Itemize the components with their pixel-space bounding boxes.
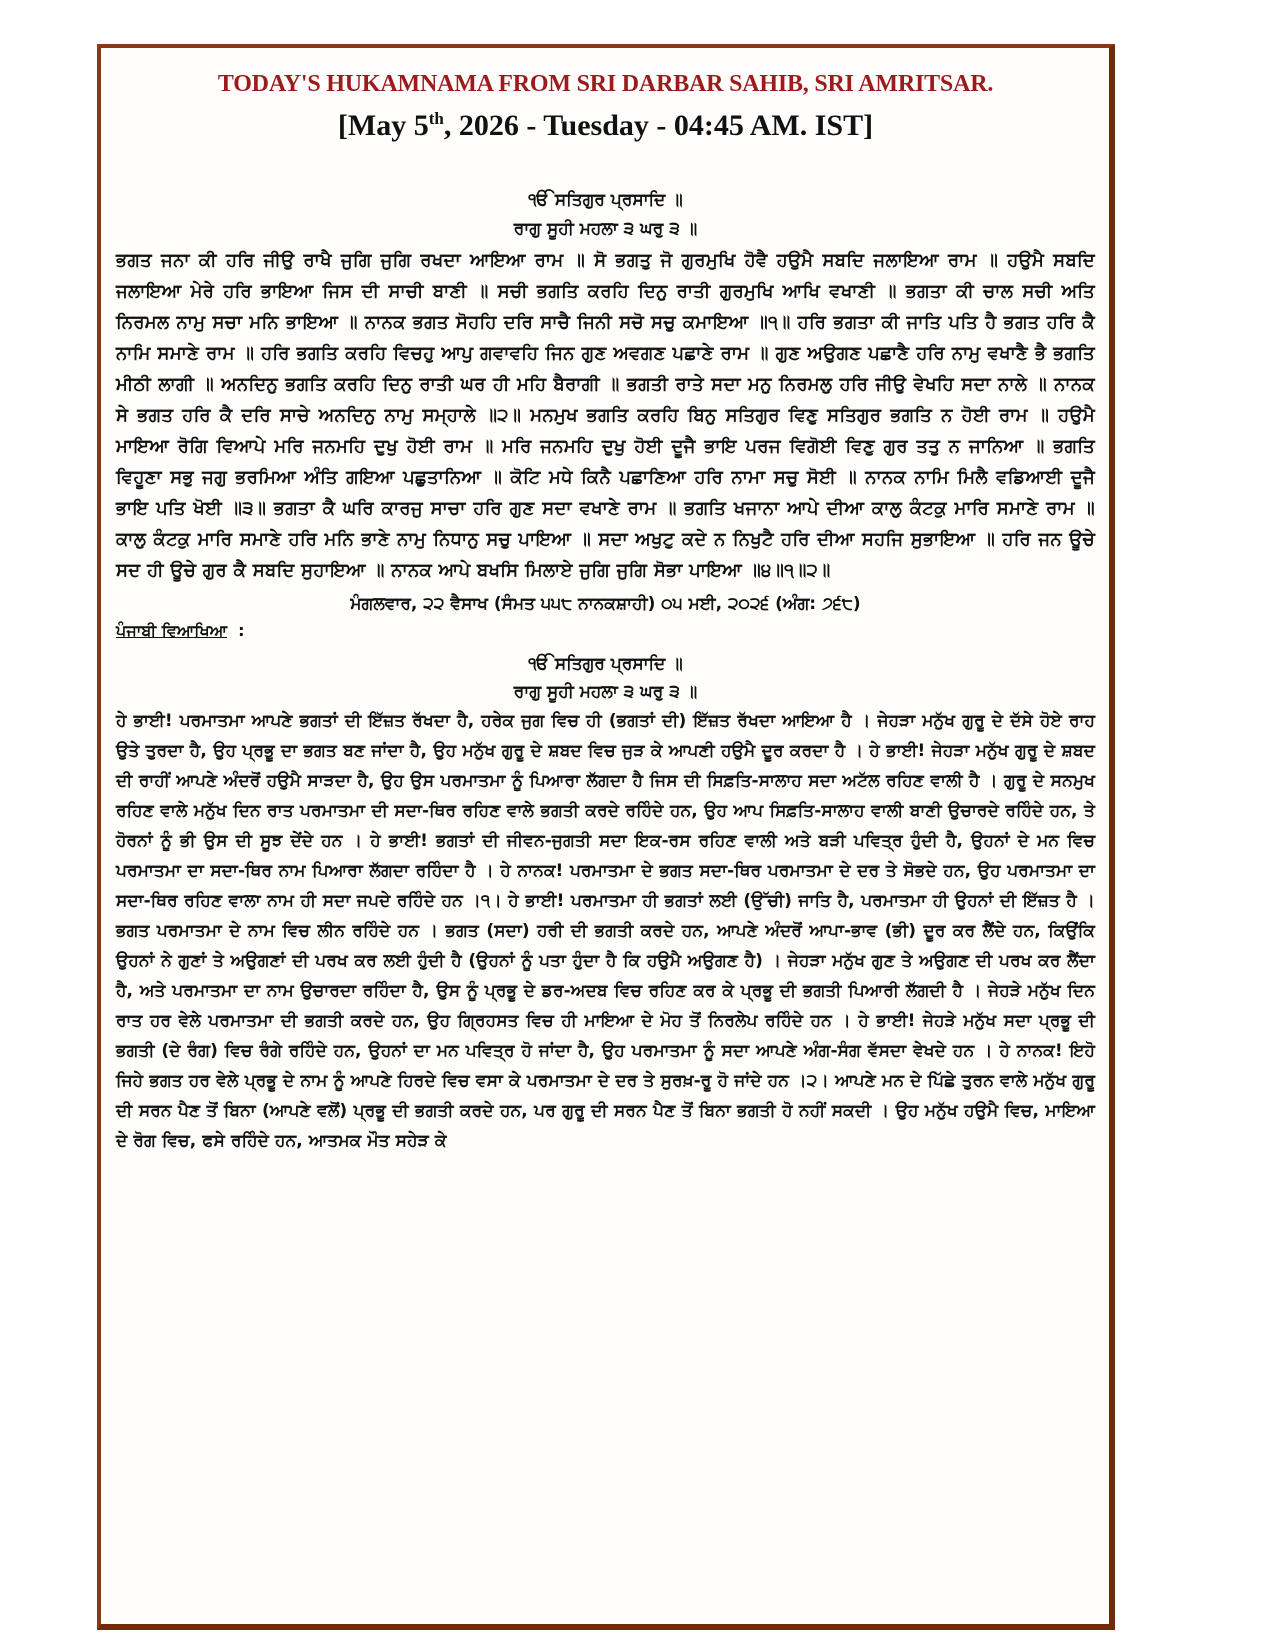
vyakhia-label-colon: : (238, 621, 245, 640)
vyakhia-label (116, 618, 1095, 644)
hukamnama-verse: ਭਗਤ ਜਨਾ ਕੀ ਹਰਿ ਜੀਉ ਰਾਖੈ ਜੁਗਿ ਜੁਗਿ ਰਖਦਾ ਆਇਆ ਰਾਮ ॥ ਸੋ ਭਗਤੁ ਜੋ ਗੁਰਮੁਖਿ ਹੋਵੈ ਹਉਮੈ ਸਬਦਿ ਜਲਾਇਆ ਰਾਮ ॥ ਹਉਮੈ ਸਬਦਿ ਜਲਾਇਆ ਮੇਰੇ ਹਰਿ ਭਾਇਆ ਜਿਸ ਦੀ ਸਾਚੀ ਬਾਣੀ ॥ ਸਚੀ ਭਗਤਿ ਕਰਹਿ ਦਿਨੁ ਰਾਤੀ ਗੁਰਮੁਖਿ ਆਖਿ ਵਖਾਣੀ ॥ ਭਗਤਾ ਕੀ ਚਾਲ ਸਚੀ ਅਤਿ ਨਿਰਮਲ ਨਾਮੁ ਸਚਾ ਮਨਿ ਭਾਇਆ ॥ ਨਾਨਕ ਭਗਤ ਸੋਹਹਿ ਦਰਿ ਸਾਚੈ ਜਿਨੀ ਸਚੋ ਸਚੁ ਕਮਾਇਆ ॥੧॥ ਹਰਿ ਭਗਤਾ ਕੀ ਜਾਤਿ ਪਤਿ ਹੈ ਭਗਤ ਹਰਿ ਕੈ ਨਾਮਿ ਸਮਾਣੇ ਰਾਮ ॥ ਹਰਿ ਭਗਤਿ ਕਰਹਿ ਵਿਚਹੁ ਆਪੁ ਗਵਾਵਹਿ ਜਿਨ ਗੁਣ ਅਵਗਣ ਪਛਾਣੇ ਰਾਮ ॥ ਗੁਣ ਅਉਗਣ ਪਛਾਣੈ ਹਰਿ ਨਾਮੁ ਵਖਾਣੈ ਭੈ ਭਗਤਿ ਮੀਠੀ ਲਾਗੀ ॥ ਅਨਦਿਨੁ ਭਗਤਿ ਕਰਹਿ ਦਿਨੁ ਰਾਤੀ ਘਰ ਹੀ ਮਹਿ ਬੈਰਾਗੀ ॥ ਭਗਤੀ ਰਾਤੇ ਸਦਾ ਮਨੁ ਨਿਰਮਲੁ ਹਰਿ ਜੀਉ ਵੇਖਹਿ ਸਦਾ ਨਾਲੇ ॥ ਨਾਨਕ ਸੇ ਭਗਤ ਹਰਿ ਕੈ ਦਰਿ ਸਾਚੇ ਅਨਦਿਨੁ ਨਾਮੁ ਸਮ੍ਹਾਲੇ ॥੨॥ ਮਨਮੁਖ ਭਗਤਿ ਕਰਹਿ ਬਿਨੁ ਸਤਿਗੁਰ ਵਿਣੁ ਸਤਿਗੁਰ ਭਗਤਿ ਨ ਹੋਈ ਰਾਮ ॥ ਹਉਮੈ ਮਾਇਆ ਰੋਗਿ ਵਿਆਪੇ ਮਰਿ ਜਨਮਹਿ ਦੁਖੁ ਹੋਈ ਰਾਮ ॥ ਮਰਿ ਜਨਮਹਿ ਦੁਖੁ ਹੋਈ ਦੂਜੈ ਭਾਇ ਪਰਜ ਵਿਗੋਈ ਵਿਣੁ ਗੁਰ ਤਤੁ ਨ ਜਾਨਿਆ ॥ ਭਗਤਿ ਵਿਹੂਣਾ ਸਭੁ ਜਗੁ ਭਰਮਿਆ ਅੰਤਿ ਗਇਆ ਪਛੁਤਾਨਿਆ ॥ ਕੋਟਿ ਮਧੇ ਕਿਨੈ ਪਛਾਣਿਆ ਹਰਿ ਨਾਮਾ ਸਚੁ ਸੋਈ ॥ ਨਾਨਕ ਨਾਮਿ ਮਿਲੈ ਵਡਿਆਈ ਦੂਜੈ ਭਾਇ ਪਤਿ ਖੋਈ ॥੩॥ ਭਗਤਾ ਕੈ ਘਰਿ ਕਾਰਜੁ ਸਾਚਾ ਹਰਿ ਗੁਣ ਸਦਾ ਵਖਾਣੇ ਰਾਮ ॥ ਭਗਤਿ ਖਜਾਨਾ ਆਪੇ ਦੀਆ ਕਾਲੁ ਕੰਟਕੁ ਮਾਰਿ ਸਮਾਣੇ ਰਾਮ ॥ ਕਾਲੁ ਕੰਟਕੁ ਮਾਰਿ ਸਮਾਣੇ ਹਰਿ ਮਨਿ ਭਾਣੇ ਨਾਮੁ ਨਿਧਾਨੁ ਸਚੁ ਪਾਇਆ ॥ ਸਦਾ ਅਖੁਟੁ ਕਦੇ ਨ ਨਿਖੁਟੈ ਹਰਿ ਦੀਆ ਸਹਜਿ ਸੁਭਾਇਆ ॥ ਹਰਿ ਜਨ ਊਚੇ ਸਦ ਹੀ ਊਚੇ ਗੁਰ ਕੈ ਸਬਦਿ ਸੁਹਾਇਆ ॥ ਨਾਨਕ ਆਪੇ ਬਖਸਿ ਮਿਲਾਏ ਜੁਗਿ ਜੁਗਿ ਸੋਭਾ ਪਾਇਆ ॥੪॥੧॥੨॥ (116, 250, 1095, 581)
date-prefix: [May 5 (337, 109, 429, 142)
raag-heading: ਰਾਗੁ ਸੂਹੀ ਮਹਲਾ ੩ ਘਰੁ ੩ ॥ (513, 219, 698, 239)
nanakshahi-date-line: ਮੰਗਲਵਾਰ, ੨੨ ਵੈਸਾਖ (ਸੰਮਤ ੫੫੮ ਨਾਨਕਸ਼ਾਹੀ) ੦੫ ਮਈ, ੨੦੨੬ (ਅੰਗ: ੭੬੮) (350, 594, 861, 614)
invocation: ੴ ਸਤਿਗੁਰ ਪ੍ਰਸਾਦਿ ॥ (528, 190, 683, 210)
date-suffix: , 2026 - Tuesday - 04:45 AM. IST] (443, 109, 874, 142)
page-content (116, 68, 1095, 1156)
vyakhia-raag-heading: ਰਾਗੁ ਸੂਹੀ ਮਹਲਾ ੩ ਘਰੁ ੩ ॥ (513, 682, 698, 702)
date-heading (116, 100, 1095, 145)
vyakhia-invocation: ੴ ਸਤਿਗੁਰ ਪ੍ਰਸਾਦਿ ॥ (528, 654, 683, 674)
vyakhia-label-text: ਪੰਜਾਬੀ ਵਿਆਖਿਆ (116, 621, 227, 640)
date-ordinal: th (428, 109, 444, 128)
vyakhia-text: ਹੇ ਭਾਈ! ਪਰਮਾਤਮਾ ਆਪਣੇ ਭਗਤਾਂ ਦੀ ਇੱਜ਼ਤ ਰੱਖਦਾ ਹੈ, ਹਰੇਕ ਜੁਗ ਵਿਚ ਹੀ (ਭਗਤਾਂ ਦੀ) ਇੱਜ਼ਤ ਰੱਖਦਾ ਆਇਆ ਹੈ । ਜੇਹੜਾ ਮਨੁੱਖ ਗੁਰੂ ਦੇ ਦੱਸੇ ਹੋਏ ਰਾਹ ਉਤੇ ਤੁਰਦਾ ਹੈ, ਉਹ ਪ੍ਰਭੂ ਦਾ ਭਗਤ ਬਣ ਜਾਂਦਾ ਹੈ, ਉਹ ਮਨੁੱਖ ਗੁਰੂ ਦੇ ਸ਼ਬਦ ਵਿਚ ਜੁੜ ਕੇ ਆਪਣੀ ਹਉਮੈ ਦੂਰ ਕਰਦਾ ਹੈ । ਹੇ ਭਾਈ! ਜੇਹੜਾ ਮਨੁੱਖ ਗੁਰੂ ਦੇ ਸ਼ਬਦ ਦੀ ਰਾਹੀਂ ਆਪਣੇ ਅੰਦਰੋਂ ਹਉਮੈ ਸਾੜਦਾ ਹੈ, ਉਹ ਉਸ ਪਰਮਾਤਮਾ ਨੂੰ ਪਿਆਰਾ ਲੱਗਦਾ ਹੈ ਜਿਸ ਦੀ ਸਿਫ਼ਤਿ-ਸਾਲਾਹ ਸਦਾ ਅਟੱਲ ਰਹਿਣ ਵਾਲੀ ਹੈ । ਗੁਰੂ ਦੇ ਸਨਮੁਖ ਰਹਿਣ ਵਾਲੇ ਮਨੁੱਖ ਦਿਨ ਰਾਤ ਪਰਮਾਤਮਾ ਦੀ ਸਦਾ-ਥਿਰ ਰਹਿਣ ਵਾਲੇ ਭਗਤੀ ਕਰਦੇ ਰਹਿੰਦੇ ਹਨ, ਉਹ ਆਪ ਸਿਫ਼ਤਿ-ਸਾਲਾਹ ਵਾਲੀ ਬਾਣੀ ਉਚਾਰਦੇ ਰਹਿੰਦੇ ਹਨ, ਤੇ ਹੋਰਨਾਂ ਨੂੰ ਭੀ ਉਸ ਦੀ ਸੂਝ ਦੇਂਦੇ ਹਨ । ਹੇ ਭਾਈ! ਭਗਤਾਂ ਦੀ ਜੀਵਨ-ਜੁਗਤੀ ਸਦਾ ਇਕ-ਰਸ ਰਹਿਣ ਵਾਲੀ ਅਤੇ ਬੜੀ ਪਵਿਤ੍ਰ ਹੁੰਦੀ ਹੈ, ਉਹਨਾਂ ਦੇ ਮਨ ਵਿਚ ਪਰਮਾਤਮਾ ਦਾ ਸਦਾ-ਥਿਰ ਨਾਮ ਪਿਆਰਾ ਲੱਗਦਾ ਰਹਿੰਦਾ ਹੈ । ਹੇ ਨਾਨਕ! ਪਰਮਾਤਮਾ ਦੇ ਭਗਤ ਸਦਾ-ਥਿਰ ਪਰਮਾਤਮਾ ਦੇ ਦਰ ਤੇ ਸੋਭਦੇ ਹਨ, ਉਹ ਪਰਮਾਤਮਾ ਦਾ ਸਦਾ-ਥਿਰ ਰਹਿਣ ਵਾਲਾ ਨਾਮ ਹੀ ਸਦਾ ਜਪਦੇ ਰਹਿੰਦੇ ਹਨ ।੧। ਹੇ ਭਾਈ! ਪਰਮਾਤਮਾ ਹੀ ਭਗਤਾਂ ਲਈ (ਉੱਚੀ) ਜਾਤਿ ਹੈ, ਪਰਮਾਤਮਾ ਹੀ ਉਹਨਾਂ ਦੀ ਇੱਜ਼ਤ ਹੈ । ਭਗਤ ਪਰਮਾਤਮਾ ਦੇ ਨਾਮ ਵਿਚ ਲੀਨ ਰਹਿੰਦੇ ਹਨ । ਭਗਤ (ਸਦਾ) ਹਰੀ ਦੀ ਭਗਤੀ ਕਰਦੇ ਹਨ, ਆਪਣੇ ਅੰਦਰੋਂ ਆਪਾ-ਭਾਵ (ਭੀ) ਦੂਰ ਕਰ ਲੈਂਦੇ ਹਨ, ਕਿਉਂਕਿ ਉਹਨਾਂ ਨੇ ਗੁਣਾਂ ਤੇ ਅਉਗਣਾਂ ਦੀ ਪਰਖ ਕਰ ਲਈ ਹੁੰਦੀ ਹੈ (ਉਹਨਾਂ ਨੂੰ ਪਤਾ ਹੁੰਦਾ ਹੈ ਕਿ ਹਉਮੈ ਅਉਗਣ ਹੈ) । ਜੇਹੜਾ ਮਨੁੱਖ ਗੁਣ ਤੇ ਅਉਗਣ ਦੀ ਪਰਖ ਕਰ ਲੈਂਦਾ ਹੈ, ਅਤੇ ਪਰਮਾਤਮਾ ਦਾ ਨਾਮ ਉਚਾਰਦਾ ਰਹਿੰਦਾ ਹੈ, ਉਸ ਨੂੰ ਪ੍ਰਭੂ ਦੇ ਡਰ-ਅਦਬ ਵਿਚ ਰਹਿਣ ਕਰ ਕੇ ਪ੍ਰਭੂ ਦੀ ਭਗਤੀ ਪਿਆਰੀ ਲੱਗਦੀ ਹੈ । ਜੇਹੜੇ ਮਨੁੱਖ ਦਿਨ ਰਾਤ ਹਰ ਵੇਲੇ ਪਰਮਾਤਮਾ ਦੀ ਭਗਤੀ ਕਰਦੇ ਹਨ, ਉਹ ਗ੍ਰਿਹਸਤ ਵਿਚ ਹੀ ਮਾਇਆ ਦੇ ਮੋਹ ਤੋਂ ਨਿਰਲੇਪ ਰਹਿੰਦੇ ਹਨ । ਹੇ ਭਾਈ! ਜੇਹੜੇ ਮਨੁੱਖ ਸਦਾ ਪ੍ਰਭੂ ਦੀ ਭਗਤੀ (ਦੇ ਰੰਗ) ਵਿਚ ਰੰਗੇ ਰਹਿੰਦੇ ਹਨ, ਉਹਨਾਂ ਦਾ ਮਨ ਪਵਿਤ੍ਰ ਹੋ ਜਾਂਦਾ ਹੈ, ਉਹ ਪਰਮਾਤਮਾ ਨੂੰ ਸਦਾ ਆਪਣੇ ਅੰਗ-ਸੰਗ ਵੱਸਦਾ ਵੇਖਦੇ ਹਨ । ਹੇ ਨਾਨਕ! ਇਹੋ ਜਿਹੇ ਭਗਤ ਹਰ ਵੇਲੇ ਪ੍ਰਭੂ ਦੇ ਨਾਮ ਨੂੰ ਆਪਣੇ ਹਿਰਦੇ ਵਿਚ ਵਸਾ ਕੇ ਪਰਮਾਤਮਾ ਦੇ ਦਰ ਤੇ ਸੁਰਖ਼-ਰੂ ਹੋ ਜਾਂਦੇ ਹਨ ।੨। ਆਪਣੇ ਮਨ ਦੇ ਪਿੱਛੇ ਤੁਰਨ ਵਾਲੇ ਮਨੁੱਖ ਗੁਰੂ ਦੀ ਸਰਨ ਪੈਣ ਤੋਂ ਬਿਨਾ (ਆਪਣੇ ਵਲੋਂ) ਪ੍ਰਭੂ ਦੀ ਭਗਤੀ ਕਰਦੇ ਹਨ, ਪਰ ਗੁਰੂ ਦੀ ਸਰਨ ਪੈਣ ਤੋਂ ਬਿਨਾ ਭਗਤੀ ਹੋ ਨਹੀਂ ਸਕਦੀ । ਉਹ ਮਨੁੱਖ ਹਉਮੈ ਵਿਚ, ਮਾਇਆ ਦੇ ਰੋਗ ਵਿਚ, ਫਸੇ ਰਹਿੰਦੇ ਹਨ, ਆਤਮਕ ਮੌਤ ਸਹੇੜ ਕੇ (116, 711, 1095, 1151)
page-border (97, 44, 1115, 1630)
page-title: TODAY'S HUKAMNAMA FROM SRI DARBAR SAHIB, SRI AMRITSAR. (217, 71, 994, 97)
